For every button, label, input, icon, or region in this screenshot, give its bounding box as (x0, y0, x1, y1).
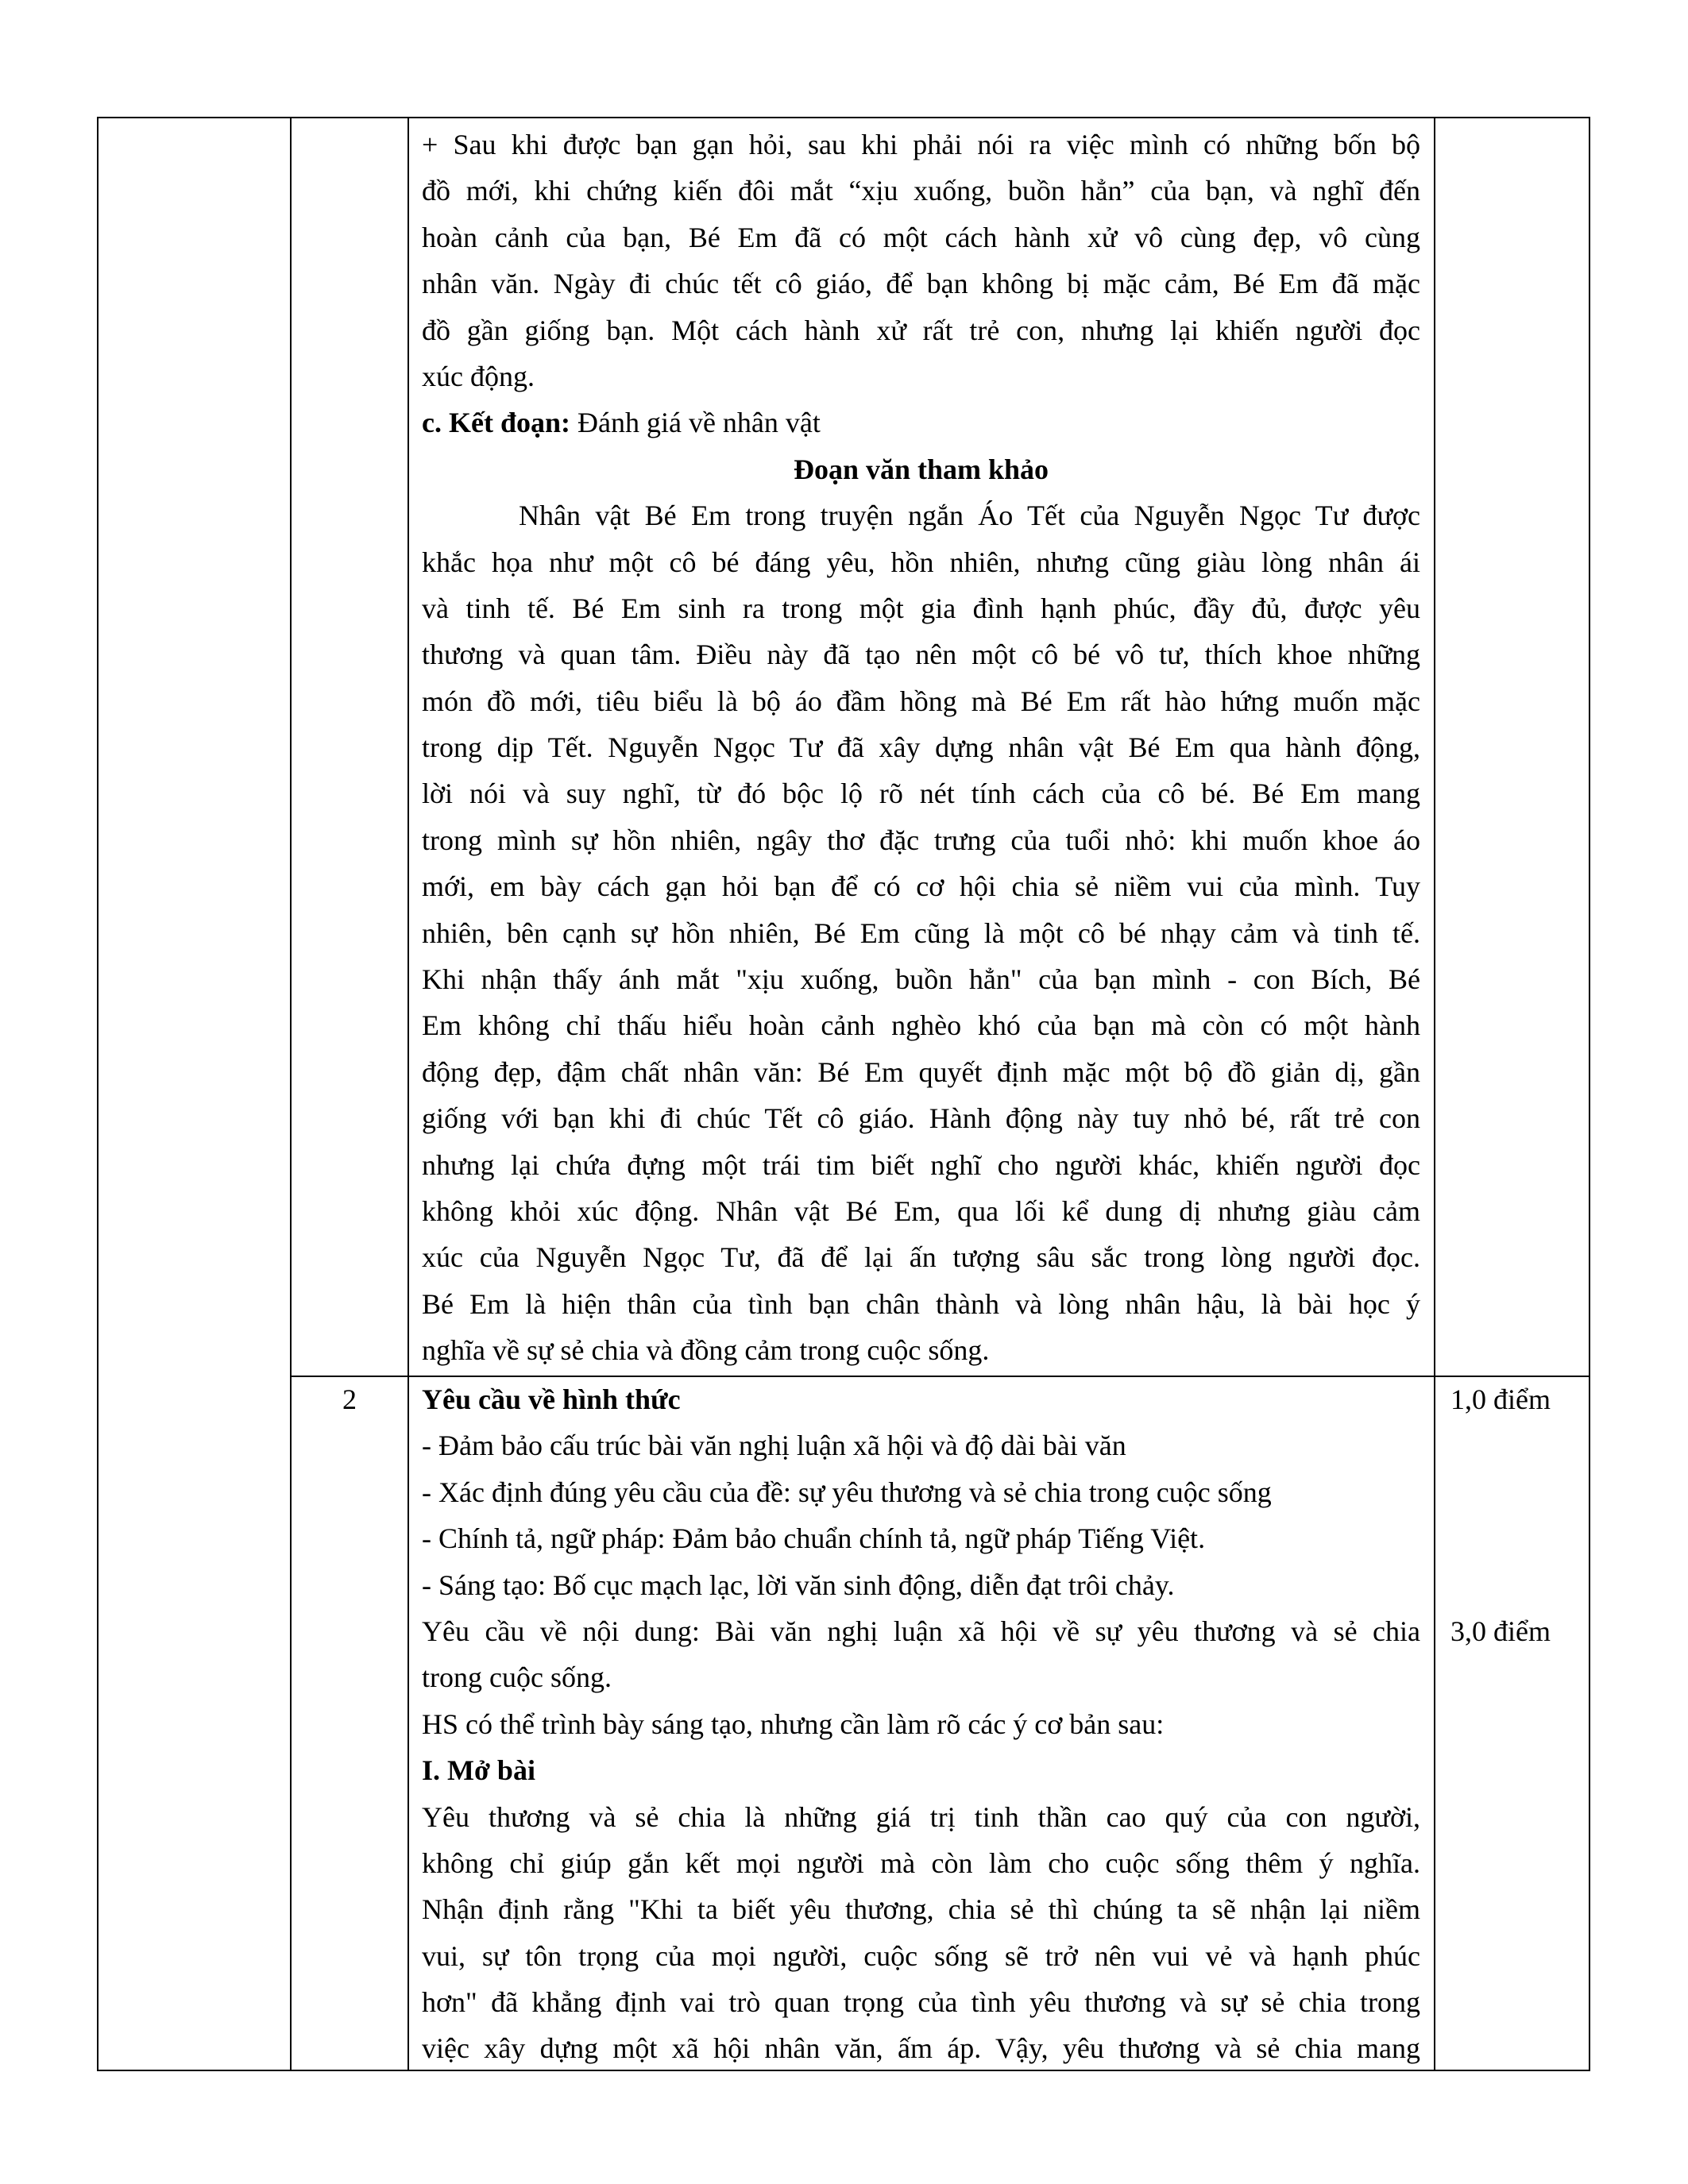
row1-content-cell (422, 122, 1420, 1374)
line-text: nhiên, bên cạnh sự hồn nhiên, Bé Em cũng là một cô bé nhạy cảm và tinh tế. (422, 916, 1420, 949)
line-text: thương và quan tâm. Điều này đã tạo nên một cô bé vô tư, thích khoe những (422, 639, 1420, 671)
text-line (422, 1376, 1420, 1422)
text-line (422, 1327, 1420, 1373)
column-border (1434, 117, 1435, 2071)
text-line (422, 1886, 1420, 1932)
line-text: món đồ mới, tiêu biểu là bộ áo đầm hồng mà Bé Em rất hào hứng muốn mặc (422, 685, 1420, 717)
column-border (290, 117, 292, 2071)
table-top-border (97, 117, 1590, 118)
text-line (422, 214, 1420, 260)
line-text: giống với bạn khi đi chúc Tết cô giáo. Hành động này tuy nhỏ bé, rất trẻ con (422, 1102, 1420, 1135)
line-text: hơn" đã khẳng định vai trò quan trọng của tình yêu thương và sự sẻ chia trong (422, 1986, 1420, 2019)
line-text: Nhận định rằng "Khi ta biết yêu thương, chia sẻ thì chúng ta sẽ nhận lại niềm (422, 1893, 1420, 1926)
text-line (422, 1142, 1420, 1188)
line-text: vui, sự tôn trọng của mọi người, cuộc sống sẽ trở nên vui vẻ và hạnh phúc (422, 1939, 1420, 1972)
row2-content-cell (422, 1376, 1420, 2072)
text-line (422, 1608, 1420, 1654)
line-text: việc xây dựng một xã hội nhân văn, ấm áp. Vậy, yêu thương và sẻ chia mang (422, 2032, 1420, 2065)
text-line (422, 1515, 1420, 1561)
line-text: Bé Em là hiện thân của tình bạn chân thành và lòng nhân hậu, là bài học ý (422, 1287, 1420, 1320)
text-line (422, 539, 1420, 585)
line-text: - Sáng tạo: Bố cục mạch lạc, lời văn sinh động, diễn đạt trôi chảy. (422, 1569, 1175, 1601)
bold-heading: Đoạn văn tham khảo (793, 453, 1049, 485)
line-text: và tinh tế. Bé Em sinh ra trong một gia đình hạnh phúc, đầy đủ, được yêu (422, 592, 1420, 624)
text-line (422, 1002, 1420, 1048)
text-line (422, 770, 1420, 816)
line-text: - Chính tả, ngữ pháp: Đảm bảo chuẩn chính tả, ngữ pháp Tiếng Việt. (422, 1522, 1206, 1555)
line-text: không chỉ giúp gắn kết mọi người mà còn làm cho cuộc sống thêm ý nghĩa. (422, 1846, 1420, 1879)
text-line (422, 956, 1420, 1002)
row-number: 2 (342, 1383, 357, 1415)
column-border (408, 117, 409, 2071)
line-text: - Xác định đúng yêu cầu của đề: sự yêu thương và sẻ chia trong cuộc sống (422, 1476, 1272, 1508)
text-line (422, 1701, 1420, 1747)
line-text: trong dịp Tết. Nguyễn Ngọc Tư đã xây dựng nhân vật Bé Em qua hành động, (422, 731, 1420, 764)
line-text: nhân văn. Ngày đi chúc tết cô giáo, để bạn không bị mặc cảm, Bé Em đã mặc (422, 268, 1420, 300)
text-line (422, 307, 1420, 353)
line-text: xúc động. (422, 360, 535, 392)
line-text: Yêu cầu về nội dung: Bài văn nghị luận xã hội về sự yêu thương và sẻ chia (422, 1615, 1420, 1647)
line-text: - Đảm bảo cấu trúc bài văn nghị luận xã hội và độ dài bài văn (422, 1430, 1126, 1462)
text-line (422, 1469, 1420, 1515)
line-text: HS có thể trình bày sáng tạo, nhưng cần làm rõ các ý cơ bản sau: (422, 1707, 1165, 1740)
line-text: xúc của Nguyễn Ngọc Tư, đã để lại ấn tượng sâu sắc trong lòng người đọc. (422, 1241, 1420, 1274)
score-content: 3,0 điểm (1450, 1615, 1551, 1647)
text-line (422, 817, 1420, 863)
text-line (422, 863, 1420, 909)
line-text: trong cuộc sống. (422, 1661, 612, 1694)
column-border (1589, 117, 1590, 2071)
text-line (422, 724, 1420, 770)
score-form: 1,0 điểm (1450, 1383, 1551, 1415)
line-text: không khỏi xúc động. Nhân vật Bé Em, qua lối kể dung dị nhưng giàu cảm (422, 1194, 1420, 1227)
text-line (422, 1933, 1420, 1979)
text-line (422, 168, 1420, 214)
text-line (422, 446, 1420, 492)
bold-heading: I. Mở bài (422, 1754, 535, 1787)
text-line (422, 1654, 1420, 1700)
text-line (422, 492, 1420, 538)
line-text: trong mình sự hồn nhiên, ngây thơ đặc trưng của tuổi nhỏ: khi muốn khoe áo (422, 824, 1420, 856)
line-text: + Sau khi được bạn gạn hỏi, sau khi phải nói ra việc mình có những bốn bộ (422, 129, 1420, 160)
column-border (97, 117, 98, 2071)
text-line (422, 1747, 1420, 1793)
text-line (422, 122, 1420, 168)
text-line (422, 1281, 1420, 1327)
text-line (422, 353, 1420, 399)
text-line (422, 1422, 1420, 1468)
line-text: hoàn cảnh của bạn, Bé Em đã có một cách hành xử vô cùng đẹp, vô cùng (422, 221, 1420, 253)
line-text: nhưng lại chứa đựng một trái tim biết nghĩ cho người khác, khiến người đọc (422, 1148, 1420, 1181)
line-text: đồ gần giống bạn. Một cách hành xử rất trẻ con, nhưng lại khiến người đọc (422, 314, 1420, 346)
text-line (422, 1794, 1420, 1840)
text-line (422, 910, 1420, 956)
bold-heading: Yêu cầu về hình thức (422, 1383, 681, 1415)
text-line (422, 2025, 1420, 2071)
line-text: nghĩa về sự sẻ chia và đồng cảm trong cuộc sống. (422, 1334, 990, 1367)
line-text: Em không chỉ thấu hiểu hoàn cảnh nghèo khó của bạn mà còn có một hành (422, 1009, 1420, 1042)
line-text: động đẹp, đậm chất nhân văn: Bé Em quyết định mặc một bộ đồ giản dị, gần (422, 1055, 1420, 1088)
line-text: Yêu thương và sẻ chia là những giá trị tinh thần cao quý của con người, (422, 1800, 1420, 1833)
bold-heading: c. Kết đoạn: (422, 407, 570, 439)
text-line (422, 1049, 1420, 1095)
text-line (422, 1840, 1420, 1886)
line-text: Khi nhận thấy ánh mắt "xịu xuống, buồn hẳn" của bạn mình - con Bích, Bé (422, 963, 1420, 996)
text-line (422, 1095, 1420, 1141)
text-line (422, 1188, 1420, 1234)
line-text: lời nói và suy nghĩ, từ đó bộc lộ rõ nét tính cách của cô bé. Bé Em mang (422, 778, 1420, 810)
text-line (422, 399, 1420, 446)
line-text: Đánh giá về nhân vật (570, 407, 821, 439)
text-line (422, 678, 1420, 724)
text-line (422, 1979, 1420, 2025)
text-line (422, 260, 1420, 307)
line-text: mới, em bày cách gạn hỏi bạn để có cơ hội chia sẻ niềm vui của mình. Tuy (422, 870, 1420, 903)
line-text: khắc họa như một cô bé đáng yêu, hồn nhiên, nhưng cũng giàu lòng nhân ái (422, 546, 1420, 578)
line-text: Nhân vật Bé Em trong truyện ngắn Áo Tết của Nguyễn Ngọc Tư được (519, 500, 1420, 532)
text-line (422, 1562, 1420, 1608)
text-line (422, 1234, 1420, 1280)
text-line (422, 631, 1420, 677)
text-line (422, 585, 1420, 631)
line-text: đồ mới, khi chứng kiến đôi mắt “xịu xuống, buồn hẳn” của bạn, và nghĩ đến (422, 175, 1420, 207)
